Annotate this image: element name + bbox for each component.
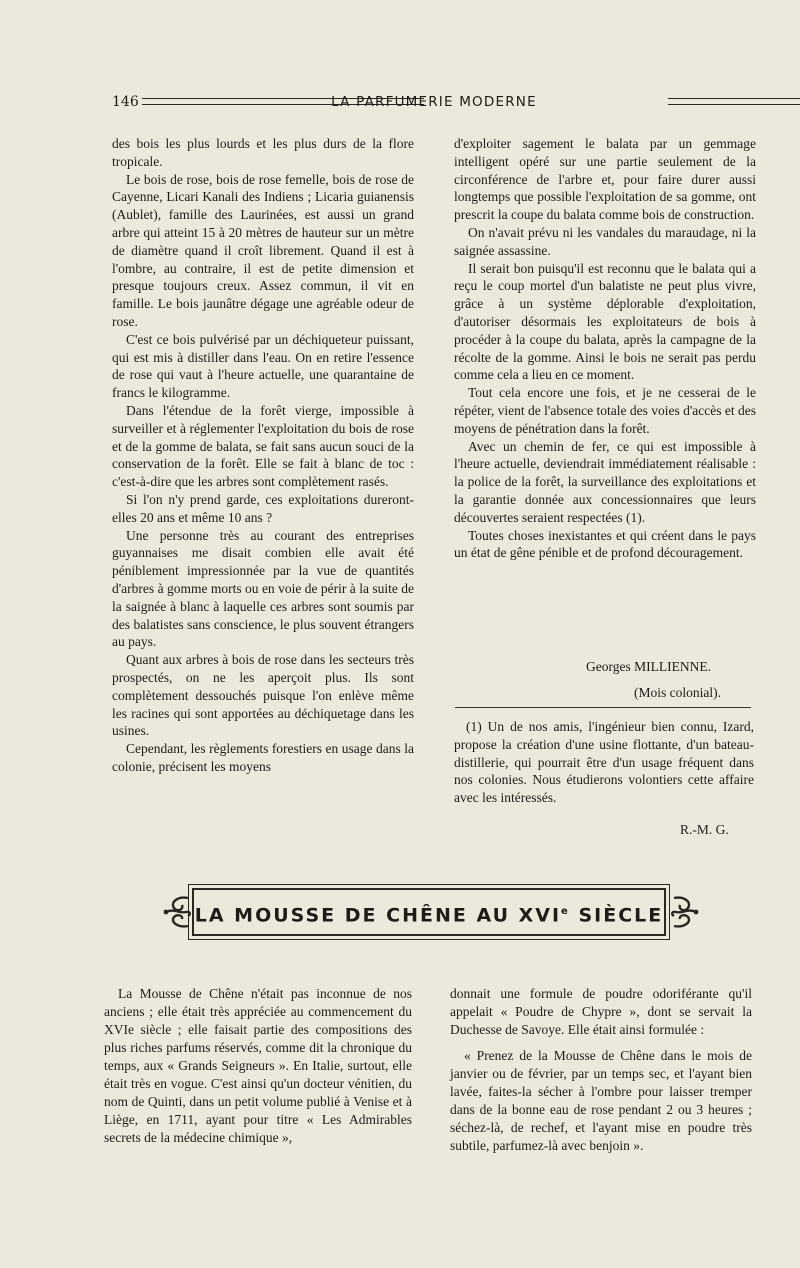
paragraph: Il serait bon puisqu'il est reconnu que le balata qui a reçu le coup mortel d'un balatiste ne peut plus vivre, grâce à un système déplorable d'exploitation, d'autoriser désormais les exploitateurs de bois à procéder à la coupe du balata, après la campagne de la récolte de la gomme. Ainsi le bois ne serait pas perdu comme cela a lieu en ce moment. (454, 260, 756, 383)
article1-column-right (454, 135, 756, 562)
paragraph: Tout cela encore une fois, et je ne cesserai de le répéter, vient de l'absence totale des voies d'accès et des moyens de pénétration dans la forêt. (454, 385, 756, 436)
footnote-divider (455, 707, 751, 708)
paragraph: Une personne très au courant des entreprises guyannaises me disait combien elle avait été péniblement impressionnée par la vue de quantités d'arbres à gomme morts ou en voie de périr à la suite de la saignée à blanc à laquelle ces arbres sont soumis par des balatistes sans conscience, le plus souvent étrangers au pays. (112, 527, 414, 650)
paragraph: Dans l'étendue de la forêt vierge, impossible à surveiller et à réglementer l'exploitation du bois de rose et de la gomme de balata, se fait sans aucun souci de la conservation de la forêt. Elle se fait à blanc de toc : c'est-à-dire que les arbres sont complètement rasés. (112, 402, 414, 490)
ornament-scroll-right-icon (668, 892, 702, 932)
ornament-scroll-left-icon (160, 892, 194, 932)
paragraph: donnait une formule de poudre odoriférante qu'il appelait « Poudre de Chypre », dont se servait la Duchesse de Savoye. Elle était ainsi formulée : (450, 986, 752, 1037)
article2-column-left (104, 985, 412, 1147)
paragraph: Cependant, les règlements forestiers en usage dans la colonie, précisent les moyens (112, 741, 414, 774)
journal-title: LA PARFUMERIE MODERNE (331, 94, 537, 110)
article2-title-banner (160, 886, 700, 944)
paragraph: On n'avait prévu ni les vandales du maraudage, ni la saignée assassine. (454, 224, 756, 258)
header-rule-right (668, 98, 800, 105)
paragraph: C'est ce bois pulvérisé par un déchiqueteur puissant, qui est mis à distiller dans l'eau. On en retire l'essence de rose qui vaut à l'heure actuelle, une quarantaine de francs le kilogramme. (112, 331, 414, 401)
footnote (454, 718, 754, 807)
quoted-formula: « Prenez de la Mousse de Chêne dans le mois de janvier ou de février, par un temps sec, et l'ayant bien lavée, faites-la sécher à l'ombre pour laisser tremper dans de la bonne eau de rose pendant 2 ou 3 heures ; séchez-là, de rechef, et l'ayant mise en poudre très subtile, parfumez-là avec benjoin ». (450, 1048, 752, 1153)
source-credit: (Mois colonial). (634, 685, 721, 700)
article1-column-left (112, 135, 414, 776)
paragraph: Quant aux arbres à bois de rose dans les secteurs très prospectés, on ne les aperçoit plus. Ils sont complètement dessouchés puisque l'on enlève même les racines qui sont apportées au déchiquetage dans les usines. (112, 652, 414, 739)
paragraph: Si l'on n'y prend garde, ces exploitations dureront-elles 20 ans et même 10 ans ? (112, 491, 414, 525)
article2-title: LA MOUSSE DE CHÊNE AU XVIe SIÈCLE (194, 904, 664, 927)
footnote-text: (1) Un de nos amis, l'ingénieur bien connu, Izard, propose la création d'une usine flottante, d'un bateau-distillerie, qui pourrait être d'un usage fréquent dans nos colonies. Nous étudierons volontiers cette affaire avec les intéressés. (454, 719, 754, 806)
paragraph: La Mousse de Chêne n'était pas inconnue de nos anciens ; elle était très appréciée au commencement du XVIe siècle ; elle faisait partie des compositions des plus riches parfums réservés, comme dit la chronique du temps, aux « Grands Seigneurs ». En Italie, surtout, elle était très en vogue. C'est ainsi qu'un docteur vénitien, du nom de Quinti, dans un petit volume publié à Venise et à Liège, en 1711, ayant pour titre « Les Admirables secrets de la médecine chimique », (104, 986, 412, 1145)
paragraph: Toutes choses inexistantes et qui créent dans le pays un état de gêne pénible et de profond découragement. (454, 527, 756, 561)
article2-column-right (450, 985, 752, 1155)
paragraph: d'exploiter sagement le balata par un gemmage intelligent opéré sur une partie seulement de la circonférence de l'arbre et, pour faire durer aussi longtemps que possible l'exploitation de sa gomme, ont prescrit la coupe du balata comme bois de construction. (454, 136, 756, 223)
author-signature: Georges MILLIENNE. (586, 659, 711, 674)
paragraph: Avec un chemin de fer, ce qui est impossible à l'heure actuelle, deviendrait immédiatement réalisable : la police de la forêt, la surveillance des exploitations et la garantie donnée aux concessionnaires que leurs découvertes seraient respectées (1). (454, 438, 756, 525)
footnote-initials: R.-M. G. (680, 822, 729, 837)
page-number: 146 (112, 94, 139, 110)
paragraph: Le bois de rose, bois de rose femelle, bois de rose de Cayenne, Licari Kanali des Indiens ; Licaria guianensis (Aublet), famille des Laurinées, est aussi un grand arbre qui atteint 15 à 20 mètres de hauteur sur un mètre de diamètre quand il croît librement. Quand il est à l'ombre, au contraire, il est de petite dimension et presque toujours creux. Assez commun, il vit en famille. Le bois jaunâtre dégage une agréable odeur de rose. (112, 171, 414, 329)
page-header (112, 92, 756, 112)
paragraph: des bois les plus lourds et les plus durs de la flore tropicale. (112, 136, 414, 169)
